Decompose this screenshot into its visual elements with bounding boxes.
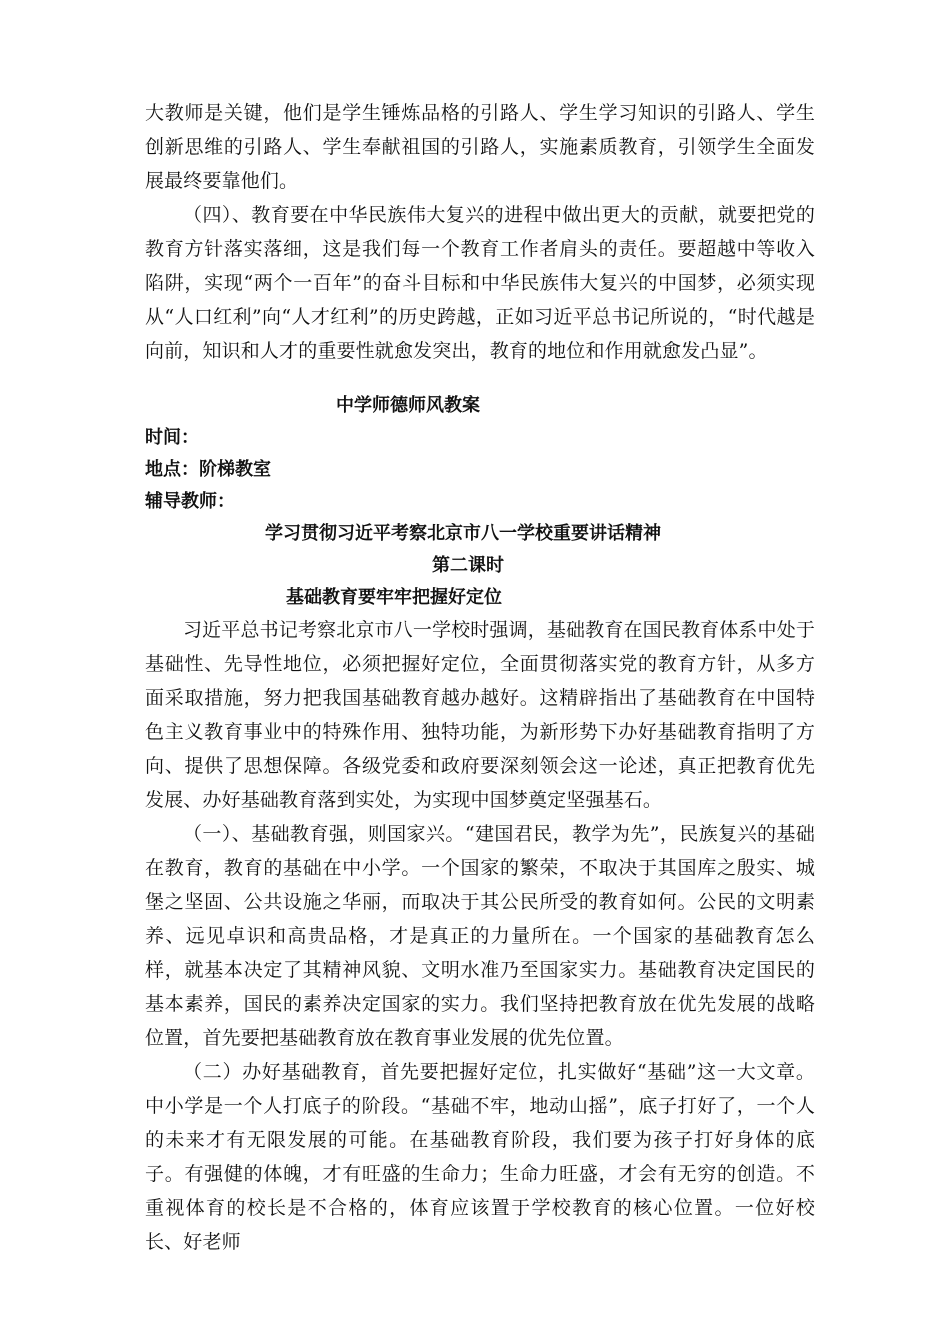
paragraph-section-one: （一）、基础教育强，则国家兴。“建国君民，教学为先”，民族复兴的基础在教育，教育的基础在中小学。一个国家的繁荣，不取决于其国库之殷实、城堡之坚固、公共设施之华丽，而取决于其公民所受的教育如何。公民的文明素养、远见卓识和高贵品格，才是真正的力量所在。一个国家的基础教育怎么样，就基本决定了其精神风貌、文明水准乃至国家实力。基础教育决定国民的基本素养，国民的素养决定国家的实力。我们坚持把教育放在优先发展的战略位置，首先要把基础教育放在教育事业发展的优先位置。 <box>145 823 815 1049</box>
lesson-topic: 基础教育要牢牢把握好定位 <box>286 587 502 608</box>
lesson-time-label: 时间： <box>145 427 199 448</box>
lesson-number: 第二课时 <box>432 555 504 576</box>
bottom-text-block <box>145 613 815 1259</box>
lesson-subtitle: 学习贯彻习近平考察北京市八一学校重要讲话精神 <box>265 523 661 544</box>
paragraph-intro: 习近平总书记考察北京市八一学校时强调，基础教育在国民教育体系中处于基础性、先导性地位，必须把握好定位，全面贯彻落实党的教育方针，从多方面采取措施，努力把我国基础教育越办越好。这精辟指出了基础教育在中国特色主义教育事业中的特殊作用、独特功能，为新形势下办好基础教育指明了方向、提供了思想保障。各级党委和政府要深刻领会这一论述，真正把教育优先发展、办好基础教育落到实处，为实现中国梦奠定坚强基石。 <box>145 619 815 811</box>
top-text-block <box>145 96 815 368</box>
lesson-place-label: 地点：阶梯教室 <box>145 459 271 480</box>
lesson-title: 中学师德师风教案 <box>336 395 480 416</box>
paragraph-section-two: （二）办好基础教育，首先要把握好定位，扎实做好“基础”这一大文章。中小学是一个人打底子的阶段。“基础不牢，地动山摇”，底子打好了，一个人的未来才有无限发展的可能。在基础教育阶段，我们要为孩子打好身体的底子。有强健的体魄，才有旺盛的生命力；生命力旺盛，才会有无穷的创造。不重视体育的校长是不合格的，体育应该置于学校教育的核心位置。一位好校长、好老师 <box>145 1061 815 1253</box>
paragraph-section-four: （四）、教育要在中华民族伟大复兴的进程中做出更大的贡献，就要把党的教育方针落实落细，这是我们每一个教育工作者肩头的责任。要超越中等收入陷阱，实现“两个一百年”的奋斗目标和中华民族伟大复兴的中国梦，必须实现从“人口红利”向“人才红利”的历史跨越，正如习近平总书记所说的，“时代越是向前，知识和人才的重要性就愈发突出，教育的地位和作用就愈发凸显”。 <box>145 204 815 362</box>
lesson-tutor-label: 辅导教师： <box>145 491 235 512</box>
paragraph-continuation: 大教师是关键，他们是学生锤炼品格的引路人、学生学习知识的引路人、学生创新思维的引路人、学生奉献祖国的引路人，实施素质教育，引领学生全面发展最终要靠他们。 <box>145 102 815 192</box>
